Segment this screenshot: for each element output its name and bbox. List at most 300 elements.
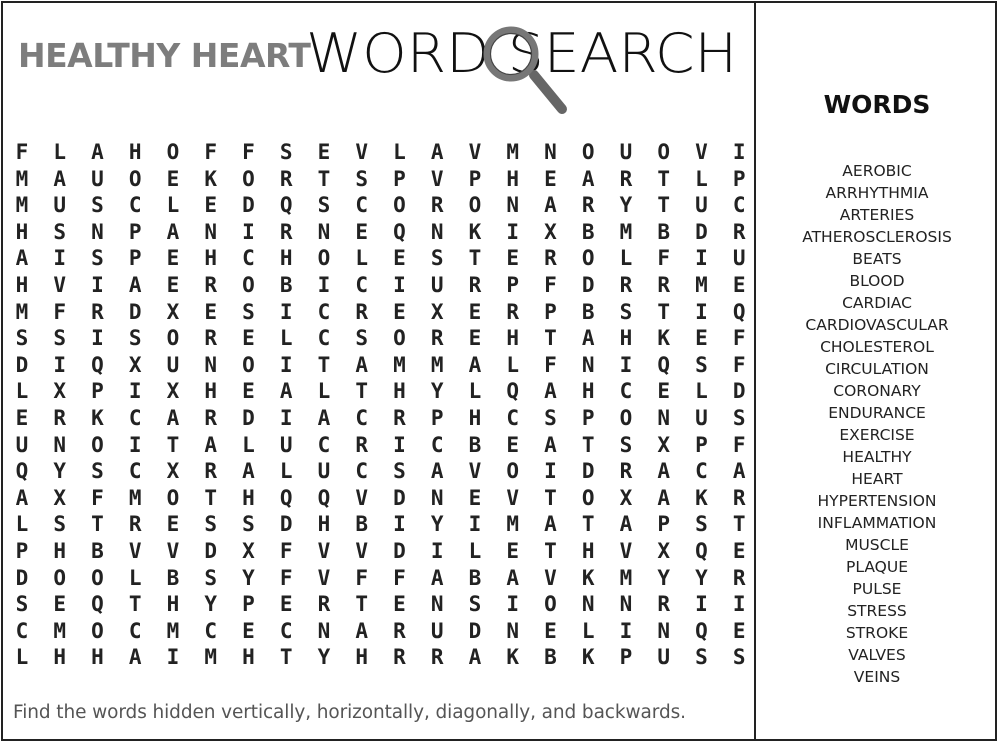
grid-letter[interactable]: H (581, 539, 595, 563)
grid-letter[interactable]: E (166, 166, 180, 191)
grid-letter[interactable]: I (393, 273, 406, 297)
grid-letter[interactable]: T (544, 539, 557, 563)
grid-letter[interactable]: H (468, 406, 482, 430)
grid-letter[interactable]: M (166, 618, 180, 643)
grid-letter[interactable]: U (430, 618, 444, 643)
grid-letter[interactable]: H (581, 379, 595, 404)
grid-letter[interactable]: F (732, 352, 746, 377)
grid-letter[interactable]: U (91, 166, 104, 191)
grid-letter[interactable]: N (91, 219, 104, 244)
grid-letter[interactable]: U (619, 140, 633, 164)
grid-letter[interactable]: S (468, 592, 482, 617)
grid-letter[interactable]: E (242, 326, 255, 351)
grid-letter[interactable]: D (581, 459, 595, 484)
grid-letter[interactable]: D (468, 618, 482, 643)
grid-letter[interactable]: S (619, 299, 633, 324)
grid-letter[interactable]: X (657, 539, 671, 563)
grid-letter[interactable]: Q (393, 219, 406, 244)
grid-letter[interactable]: X (544, 219, 557, 244)
grid-letter[interactable]: M (430, 352, 444, 377)
grid-letter[interactable]: R (355, 432, 369, 457)
grid-letter[interactable]: P (732, 166, 746, 191)
grid-letter[interactable]: V (355, 140, 369, 164)
grid-letter[interactable]: E (506, 246, 520, 271)
grid-letter[interactable]: F (279, 539, 293, 563)
grid-letter[interactable]: Q (695, 539, 708, 563)
grid-letter[interactable]: C (15, 618, 29, 643)
grid-letter[interactable]: V (53, 273, 67, 297)
grid-letter[interactable]: M (15, 166, 29, 191)
grid-letter[interactable]: N (430, 592, 444, 617)
grid-letter[interactable]: I (279, 299, 293, 324)
grid-letter[interactable]: P (393, 166, 406, 191)
grid-letter[interactable]: A (317, 406, 331, 430)
grid-letter[interactable]: A (355, 352, 369, 377)
grid-letter[interactable]: Q (279, 193, 293, 218)
grid-letter[interactable]: R (204, 273, 218, 297)
grid-letter[interactable]: X (430, 299, 444, 324)
grid-letter[interactable]: M (204, 645, 218, 670)
grid-letter[interactable]: P (695, 432, 708, 457)
grid-letter[interactable]: M (695, 273, 708, 297)
grid-letter[interactable]: Q (279, 485, 293, 510)
grid-letter[interactable]: E (468, 299, 482, 324)
grid-letter[interactable]: S (53, 326, 67, 351)
grid-letter[interactable]: H (242, 485, 255, 510)
grid-letter[interactable]: N (657, 618, 671, 643)
grid-letter[interactable]: K (657, 326, 671, 351)
grid-letter[interactable]: D (393, 485, 406, 510)
grid-letter[interactable]: I (279, 406, 293, 430)
grid-letter[interactable]: C (355, 193, 369, 218)
grid-letter[interactable]: K (204, 166, 218, 191)
grid-letter[interactable]: I (695, 299, 708, 324)
grid-letter[interactable]: U (695, 193, 708, 218)
grid-letter[interactable]: E (544, 166, 557, 191)
grid-letter[interactable]: E (279, 592, 293, 617)
grid-letter[interactable]: L (355, 246, 369, 271)
grid-letter[interactable]: A (544, 432, 557, 457)
grid-letter[interactable]: L (619, 246, 633, 271)
grid-letter[interactable]: I (430, 539, 444, 563)
grid-letter[interactable]: F (732, 326, 746, 351)
grid-letter[interactable]: U (430, 273, 444, 297)
grid-letter[interactable]: M (619, 565, 633, 590)
grid-letter[interactable]: N (581, 352, 595, 377)
grid-letter[interactable]: Y (242, 565, 255, 590)
grid-letter[interactable]: X (166, 379, 180, 404)
grid-letter[interactable]: T (657, 299, 671, 324)
grid-letter[interactable]: Q (506, 379, 520, 404)
grid-letter[interactable]: A (242, 459, 255, 484)
grid-letter[interactable]: A (204, 432, 218, 457)
grid-letter[interactable]: V (430, 166, 444, 191)
grid-letter[interactable]: R (544, 246, 557, 271)
grid-letter[interactable]: R (430, 645, 444, 670)
grid-letter[interactable]: S (695, 512, 708, 537)
grid-letter[interactable]: R (128, 512, 142, 537)
grid-letter[interactable]: O (581, 246, 595, 271)
grid-letter[interactable]: S (15, 326, 29, 351)
grid-letter[interactable]: T (657, 166, 671, 191)
grid-letter[interactable]: R (657, 592, 671, 617)
grid-letter[interactable]: P (506, 273, 520, 297)
grid-letter[interactable]: X (166, 459, 180, 484)
grid-letter[interactable]: R (581, 193, 595, 218)
grid-letter[interactable]: P (128, 219, 142, 244)
grid-letter[interactable]: F (15, 140, 29, 164)
grid-letter[interactable]: C (506, 406, 520, 430)
grid-letter[interactable]: V (317, 565, 331, 590)
grid-letter[interactable]: Q (317, 485, 331, 510)
grid-letter[interactable]: V (506, 485, 520, 510)
grid-letter[interactable]: F (242, 140, 255, 164)
grid-letter[interactable]: Y (204, 592, 218, 617)
grid-letter[interactable]: C (732, 193, 746, 218)
grid-letter[interactable]: V (619, 539, 633, 563)
grid-letter[interactable]: D (581, 273, 595, 297)
grid-letter[interactable]: O (91, 618, 104, 643)
grid-letter[interactable]: D (393, 539, 406, 563)
grid-letter[interactable]: R (732, 485, 746, 510)
grid-letter[interactable]: R (393, 645, 406, 670)
grid-letter[interactable]: I (128, 379, 142, 404)
grid-letter[interactable]: R (91, 299, 104, 324)
grid-letter[interactable]: Y (430, 512, 444, 537)
grid-letter[interactable]: P (15, 539, 29, 563)
grid-letter[interactable]: L (128, 565, 142, 590)
grid-letter[interactable]: S (204, 565, 218, 590)
grid-letter[interactable]: X (242, 539, 255, 563)
grid-letter[interactable]: X (657, 432, 671, 457)
grid-letter[interactable]: C (317, 299, 331, 324)
grid-letter[interactable]: O (242, 273, 255, 297)
grid-letter[interactable]: L (581, 618, 595, 643)
grid-letter[interactable]: M (15, 299, 29, 324)
grid-letter[interactable]: H (242, 645, 255, 670)
grid-letter[interactable]: Y (657, 565, 671, 590)
grid-letter[interactable]: T (732, 512, 746, 537)
grid-letter[interactable]: M (128, 485, 142, 510)
grid-letter[interactable]: B (544, 645, 557, 670)
grid-letter[interactable]: E (317, 140, 331, 164)
grid-letter[interactable]: H (317, 512, 331, 537)
grid-letter[interactable]: H (204, 379, 218, 404)
grid-letter[interactable]: R (279, 219, 293, 244)
grid-letter[interactable]: V (468, 459, 482, 484)
grid-letter[interactable]: B (657, 219, 671, 244)
grid-letter[interactable]: H (619, 326, 633, 351)
grid-letter[interactable]: L (15, 379, 29, 404)
grid-letter[interactable]: C (695, 459, 708, 484)
grid-letter[interactable]: R (619, 459, 633, 484)
grid-letter[interactable]: P (430, 406, 444, 430)
grid-letter[interactable]: S (204, 512, 218, 537)
grid-letter[interactable]: R (317, 592, 331, 617)
grid-letter[interactable]: U (53, 193, 67, 218)
grid-letter[interactable]: V (317, 539, 331, 563)
grid-letter[interactable]: A (15, 246, 29, 271)
grid-letter[interactable]: T (657, 193, 671, 218)
grid-letter[interactable]: K (695, 485, 708, 510)
grid-letter[interactable]: C (317, 326, 331, 351)
grid-letter[interactable]: R (732, 565, 746, 590)
grid-letter[interactable]: L (506, 352, 520, 377)
grid-letter[interactable]: H (91, 645, 104, 670)
grid-letter[interactable]: I (166, 645, 180, 670)
grid-letter[interactable]: L (15, 645, 29, 670)
grid-letter[interactable]: E (53, 592, 67, 617)
grid-letter[interactable]: N (430, 485, 444, 510)
grid-letter[interactable]: T (468, 246, 482, 271)
grid-letter[interactable]: E (242, 618, 255, 643)
grid-letter[interactable]: O (128, 166, 142, 191)
grid-letter[interactable]: L (242, 432, 255, 457)
grid-letter[interactable]: F (732, 432, 746, 457)
grid-letter[interactable]: S (355, 166, 369, 191)
grid-letter[interactable]: S (544, 406, 557, 430)
grid-letter[interactable]: U (166, 352, 180, 377)
grid-letter[interactable]: M (619, 219, 633, 244)
grid-letter[interactable]: V (544, 565, 557, 590)
grid-letter[interactable]: H (128, 140, 142, 164)
grid-letter[interactable]: R (279, 166, 293, 191)
grid-letter[interactable]: I (393, 432, 406, 457)
grid-letter[interactable]: X (128, 352, 142, 377)
grid-letter[interactable]: T (544, 326, 557, 351)
grid-letter[interactable]: I (317, 273, 331, 297)
grid-letter[interactable]: S (53, 512, 67, 537)
grid-letter[interactable]: U (317, 459, 331, 484)
grid-letter[interactable]: Y (619, 193, 633, 218)
grid-letter[interactable]: S (242, 512, 255, 537)
grid-letter[interactable]: I (544, 459, 557, 484)
grid-letter[interactable]: P (128, 246, 142, 271)
grid-letter[interactable]: C (128, 459, 142, 484)
grid-letter[interactable]: Y (53, 459, 67, 484)
grid-letter[interactable]: R (506, 299, 520, 324)
grid-letter[interactable]: D (15, 352, 29, 377)
grid-letter[interactable]: S (53, 219, 67, 244)
grid-letter[interactable]: E (732, 539, 746, 563)
grid-letter[interactable]: E (393, 592, 406, 617)
grid-letter[interactable]: A (657, 485, 671, 510)
grid-letter[interactable]: N (317, 618, 331, 643)
grid-letter[interactable]: R (732, 219, 746, 244)
grid-letter[interactable]: I (91, 273, 104, 297)
grid-letter[interactable]: S (619, 432, 633, 457)
grid-letter[interactable]: N (581, 592, 595, 617)
grid-letter[interactable]: P (619, 645, 633, 670)
grid-letter[interactable]: R (430, 193, 444, 218)
grid-letter[interactable]: A (619, 512, 633, 537)
grid-letter[interactable]: E (242, 379, 255, 404)
grid-letter[interactable]: H (506, 326, 520, 351)
grid-letter[interactable]: T (128, 592, 142, 617)
grid-letter[interactable]: A (166, 219, 180, 244)
grid-letter[interactable]: I (279, 352, 293, 377)
grid-letter[interactable]: S (695, 352, 708, 377)
grid-letter[interactable]: A (430, 459, 444, 484)
grid-letter[interactable]: D (695, 219, 708, 244)
grid-letter[interactable]: R (204, 406, 218, 430)
grid-letter[interactable]: R (393, 406, 406, 430)
grid-letter[interactable]: S (430, 246, 444, 271)
grid-letter[interactable]: R (430, 326, 444, 351)
grid-letter[interactable]: T (355, 379, 369, 404)
grid-letter[interactable]: E (657, 379, 671, 404)
grid-letter[interactable]: T (317, 352, 331, 377)
grid-letter[interactable]: O (581, 485, 595, 510)
grid-letter[interactable]: L (393, 140, 406, 164)
grid-letter[interactable]: D (242, 193, 255, 218)
grid-letter[interactable]: A (581, 166, 595, 191)
grid-letter[interactable]: B (355, 512, 369, 537)
grid-letter[interactable]: A (657, 459, 671, 484)
grid-letter[interactable]: P (468, 166, 482, 191)
grid-letter[interactable]: C (355, 273, 369, 297)
grid-letter[interactable]: C (355, 459, 369, 484)
grid-letter[interactable]: P (544, 299, 557, 324)
grid-letter[interactable]: B (166, 565, 180, 590)
grid-letter[interactable]: C (430, 432, 444, 457)
grid-letter[interactable]: M (506, 140, 520, 164)
grid-letter[interactable]: E (355, 219, 369, 244)
grid-letter[interactable]: C (128, 618, 142, 643)
grid-letter[interactable]: L (468, 379, 482, 404)
grid-letter[interactable]: E (468, 485, 482, 510)
grid-letter[interactable]: L (468, 539, 482, 563)
grid-letter[interactable]: C (355, 406, 369, 430)
grid-letter[interactable]: H (53, 645, 67, 670)
grid-letter[interactable]: A (544, 379, 557, 404)
grid-letter[interactable]: X (166, 299, 180, 324)
grid-letter[interactable]: I (506, 592, 520, 617)
grid-letter[interactable]: O (166, 485, 180, 510)
grid-letter[interactable]: H (204, 246, 218, 271)
grid-letter[interactable]: B (468, 565, 482, 590)
grid-letter[interactable]: N (506, 193, 520, 218)
grid-letter[interactable]: L (279, 459, 293, 484)
grid-letter[interactable]: N (657, 406, 671, 430)
grid-letter[interactable]: L (166, 193, 180, 218)
grid-letter[interactable]: S (732, 645, 746, 670)
grid-letter[interactable]: A (128, 645, 142, 670)
grid-letter[interactable]: A (468, 645, 482, 670)
grid-letter[interactable]: C (279, 618, 293, 643)
grid-letter[interactable]: I (506, 219, 520, 244)
grid-letter[interactable]: O (91, 565, 104, 590)
grid-letter[interactable]: D (242, 406, 255, 430)
grid-letter[interactable]: T (355, 592, 369, 617)
grid-letter[interactable]: N (317, 219, 331, 244)
grid-letter[interactable]: N (204, 352, 218, 377)
grid-letter[interactable]: R (53, 406, 67, 430)
grid-letter[interactable]: E (732, 273, 746, 297)
grid-letter[interactable]: O (317, 246, 331, 271)
grid-letter[interactable]: V (166, 539, 180, 563)
grid-letter[interactable]: H (393, 379, 406, 404)
grid-letter[interactable]: C (619, 379, 633, 404)
grid-letter[interactable]: M (393, 352, 406, 377)
grid-letter[interactable]: E (506, 432, 520, 457)
grid-letter[interactable]: E (695, 326, 708, 351)
grid-letter[interactable]: V (128, 539, 142, 563)
grid-letter[interactable]: A (468, 352, 482, 377)
grid-letter[interactable]: D (204, 539, 218, 563)
grid-letter[interactable]: C (242, 246, 255, 271)
grid-letter[interactable]: A (430, 140, 444, 164)
grid-letter[interactable]: K (581, 645, 595, 670)
grid-letter[interactable]: A (732, 459, 746, 484)
grid-letter[interactable]: H (15, 273, 29, 297)
grid-letter[interactable]: F (544, 352, 557, 377)
grid-letter[interactable]: P (242, 592, 255, 617)
grid-letter[interactable]: P (91, 379, 104, 404)
grid-letter[interactable]: A (53, 166, 67, 191)
grid-letter[interactable]: V (355, 539, 369, 563)
grid-letter[interactable]: B (581, 299, 595, 324)
grid-letter[interactable]: V (355, 485, 369, 510)
grid-letter[interactable]: I (732, 140, 746, 164)
grid-letter[interactable]: O (242, 166, 255, 191)
grid-letter[interactable]: Q (15, 459, 29, 484)
grid-letter[interactable]: C (128, 406, 142, 430)
grid-letter[interactable]: T (279, 645, 293, 670)
grid-letter[interactable]: E (393, 246, 406, 271)
grid-letter[interactable]: H (53, 539, 67, 563)
grid-letter[interactable]: K (91, 406, 104, 430)
grid-letter[interactable]: K (468, 219, 482, 244)
grid-letter[interactable]: H (279, 246, 293, 271)
grid-letter[interactable]: S (91, 246, 104, 271)
grid-letter[interactable]: I (53, 352, 67, 377)
grid-letter[interactable]: A (128, 273, 142, 297)
grid-letter[interactable]: V (468, 140, 482, 164)
grid-letter[interactable]: T (544, 485, 557, 510)
grid-letter[interactable]: S (393, 459, 406, 484)
grid-letter[interactable]: I (468, 512, 482, 537)
grid-letter[interactable]: U (732, 246, 746, 271)
grid-letter[interactable]: P (657, 512, 671, 537)
grid-letter[interactable]: L (695, 379, 708, 404)
grid-letter[interactable]: E (544, 618, 557, 643)
grid-letter[interactable]: A (279, 379, 293, 404)
grid-letter[interactable]: I (242, 219, 255, 244)
grid-letter[interactable]: U (279, 432, 293, 457)
grid-letter[interactable]: L (15, 512, 29, 537)
grid-letter[interactable]: X (53, 379, 67, 404)
grid-letter[interactable]: T (91, 512, 104, 537)
grid-letter[interactable]: N (619, 592, 633, 617)
grid-letter[interactable]: A (430, 565, 444, 590)
grid-letter[interactable]: Q (91, 592, 104, 617)
grid-letter[interactable]: T (166, 432, 180, 457)
grid-letter[interactable]: I (695, 246, 708, 271)
grid-letter[interactable]: I (393, 512, 406, 537)
grid-letter[interactable]: P (581, 406, 595, 430)
grid-letter[interactable]: O (393, 326, 406, 351)
grid-letter[interactable]: R (204, 326, 218, 351)
grid-letter[interactable]: N (430, 219, 444, 244)
grid-letter[interactable]: A (166, 406, 180, 430)
grid-letter[interactable]: H (355, 645, 369, 670)
grid-letter[interactable]: R (619, 166, 633, 191)
grid-letter[interactable]: Q (695, 618, 708, 643)
grid-letter[interactable]: H (15, 219, 29, 244)
grid-letter[interactable]: T (204, 485, 218, 510)
grid-letter[interactable]: A (506, 565, 520, 590)
